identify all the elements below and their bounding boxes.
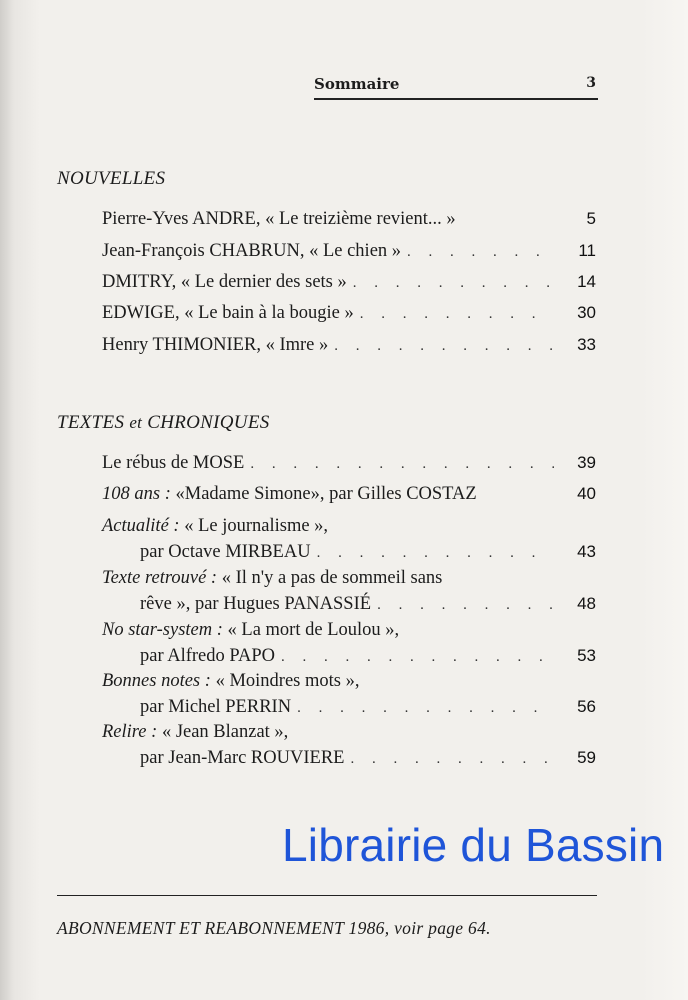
- toc-entry[interactable]: [102, 617, 596, 670]
- entry-label: 108 ans :: [102, 484, 171, 504]
- watermark: Librairie du Bassin: [282, 819, 665, 871]
- entry-text: «Madame Simone», par Gilles COSTAZ: [175, 484, 477, 504]
- entry-text: « Il n'y a pas de sommeil sans: [221, 568, 443, 588]
- entry-text: « Jean Blanzat »,: [161, 722, 289, 742]
- toc-entry[interactable]: [102, 238, 596, 265]
- dot-leader: [297, 695, 554, 721]
- entry-page: 56: [577, 697, 596, 716]
- dot-leader: [281, 644, 554, 670]
- entry-page: 40: [577, 484, 596, 503]
- entry-page: 5: [586, 209, 596, 228]
- dot-leader: [334, 333, 554, 359]
- entry-text: DMITRY, « Le dernier des sets »: [102, 272, 347, 292]
- entry-text: Le rébus de MOSE: [102, 453, 245, 473]
- entry-text: Pierre-Yves ANDRE, « Le treizième revient... »: [102, 209, 456, 229]
- entry-page: 33: [577, 335, 596, 354]
- dot-leader: [360, 301, 554, 327]
- entry-text: Henry THIMONIER, « Imre »: [102, 335, 329, 355]
- entry-text-cont: par Jean-Marc ROUVIERE: [140, 748, 345, 768]
- section-title-part2: CHRONIQUES: [147, 412, 270, 433]
- dot-leader: [350, 746, 554, 772]
- toc-entry[interactable]: [102, 565, 596, 618]
- toc-entry[interactable]: [102, 513, 596, 566]
- toc-entry[interactable]: [102, 206, 596, 232]
- entry-label: Relire :: [102, 722, 158, 742]
- entry-page: 11: [578, 241, 596, 260]
- toc-entry[interactable]: [102, 332, 596, 359]
- entry-text: « Moindres mots »,: [215, 671, 360, 691]
- dot-leader: [250, 451, 554, 477]
- toc-entry[interactable]: [102, 269, 596, 296]
- entry-label: No star-system :: [102, 620, 223, 640]
- entry-page: 59: [577, 748, 596, 767]
- footer-note: ABONNEMENT ET REABONNEMENT 1986, voir page 64.: [57, 918, 491, 938]
- entry-page: 30: [577, 303, 596, 322]
- toc-entry[interactable]: [102, 450, 596, 477]
- toc-entry[interactable]: [102, 668, 596, 721]
- toc-entry[interactable]: [102, 719, 596, 772]
- dot-leader: [353, 270, 554, 296]
- section-title-part1: TEXTES: [57, 412, 125, 433]
- dot-leader: [407, 239, 554, 265]
- running-header: [314, 72, 598, 100]
- footer-rule: [57, 895, 597, 896]
- entry-text: Jean-François CHABRUN, « Le chien »: [102, 241, 402, 261]
- entry-label: Bonnes notes :: [102, 671, 211, 691]
- toc-entry[interactable]: [102, 300, 596, 327]
- header-title: Sommaire: [314, 75, 400, 93]
- entry-text-cont: par Alfredo PAPO: [140, 646, 275, 666]
- entry-page: 14: [577, 272, 596, 291]
- entry-page: 43: [577, 542, 596, 561]
- entry-text: « La mort de Loulou »,: [227, 620, 400, 640]
- section-title-nouvelles: NOUVELLES: [57, 168, 166, 189]
- entry-text: EDWIGE, « Le bain à la bougie »: [102, 303, 354, 323]
- entry-text: « Le journalisme »,: [184, 516, 329, 536]
- section-title-textes-chroniques: [57, 412, 270, 434]
- section-title-conj: et: [129, 413, 143, 432]
- entry-page: 53: [577, 646, 596, 665]
- entry-page: 39: [577, 453, 596, 472]
- dot-leader: [377, 592, 554, 618]
- toc-entry[interactable]: [102, 481, 596, 507]
- entry-page: 48: [577, 594, 596, 613]
- entry-text-cont: rêve », par Hugues PANASSIÉ: [140, 594, 372, 614]
- dot-leader: [317, 540, 554, 566]
- header-page-number: 3: [586, 75, 596, 91]
- entry-label: Actualité :: [102, 516, 180, 536]
- entry-label: Texte retrouvé :: [102, 568, 218, 588]
- entry-text-cont: par Michel PERRIN: [140, 697, 292, 717]
- entry-text-cont: par Octave MIRBEAU: [140, 542, 311, 562]
